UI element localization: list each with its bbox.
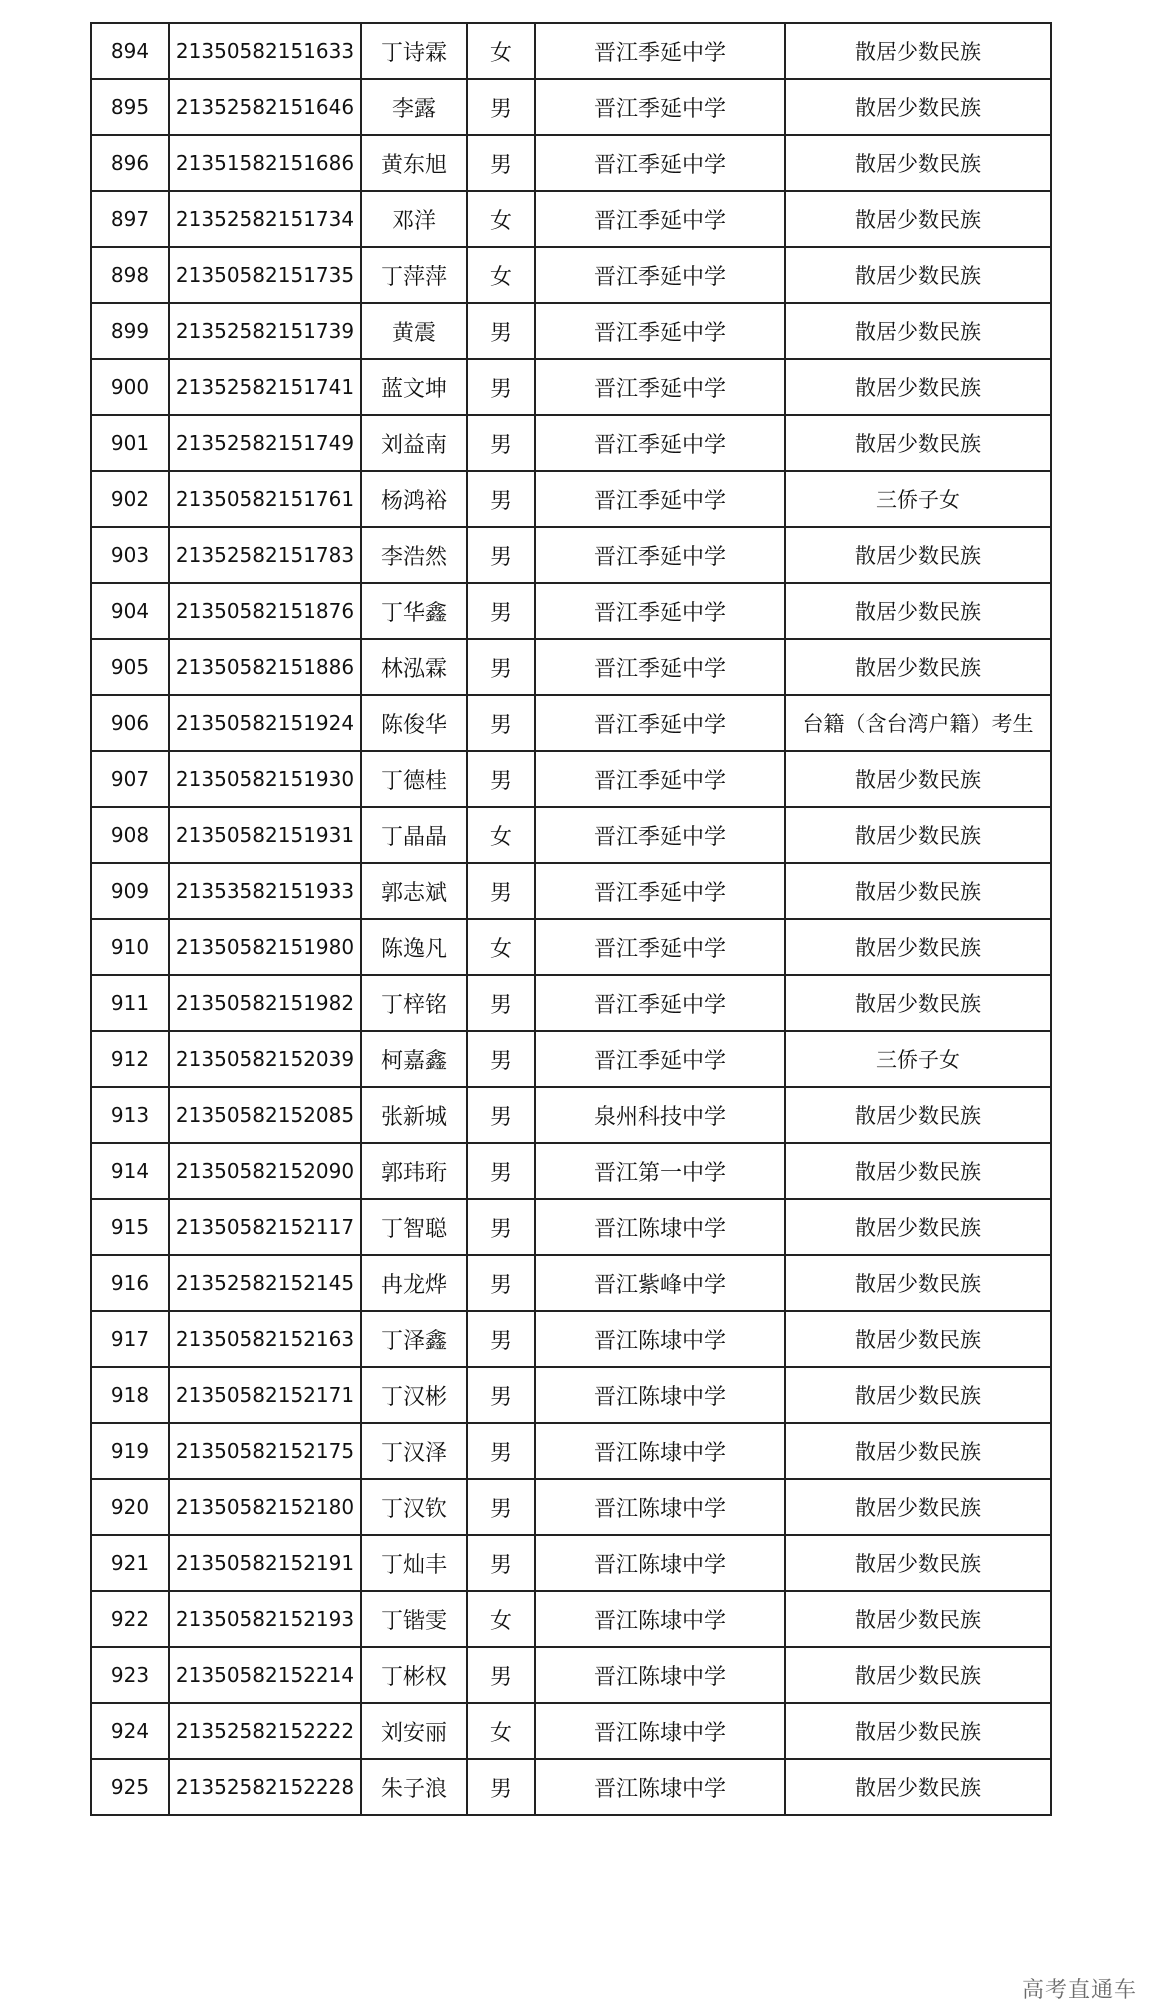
gender-cell: 男 (467, 1479, 535, 1535)
student-name-cell: 刘安丽 (361, 1703, 467, 1759)
gender-cell: 女 (467, 1703, 535, 1759)
table-row (91, 527, 1051, 583)
school-cell: 晋江季延中学 (535, 247, 785, 303)
bonus-category-cell: 台籍（含台湾户籍）考生 (785, 695, 1051, 751)
table-row (91, 415, 1051, 471)
student-name-cell: 冉龙烨 (361, 1255, 467, 1311)
row-number-cell: 895 (91, 79, 169, 135)
student-name-cell: 郭玮珩 (361, 1143, 467, 1199)
bonus-category-cell: 散居少数民族 (785, 1423, 1051, 1479)
exam-id-cell: 21350582151924 (169, 695, 361, 751)
exam-id-cell: 21352582152222 (169, 1703, 361, 1759)
row-number-cell: 916 (91, 1255, 169, 1311)
school-cell: 晋江陈埭中学 (535, 1423, 785, 1479)
exam-id-cell: 21350582152171 (169, 1367, 361, 1423)
bonus-category-cell: 散居少数民族 (785, 79, 1051, 135)
roster-table (90, 22, 1052, 1816)
bonus-category-cell: 散居少数民族 (785, 807, 1051, 863)
student-name-cell: 李浩然 (361, 527, 467, 583)
school-cell: 晋江季延中学 (535, 303, 785, 359)
bonus-category-cell: 散居少数民族 (785, 1199, 1051, 1255)
row-number-cell: 914 (91, 1143, 169, 1199)
exam-id-cell: 21350582151930 (169, 751, 361, 807)
school-cell: 晋江季延中学 (535, 359, 785, 415)
row-number-cell: 905 (91, 639, 169, 695)
table-row (91, 1479, 1051, 1535)
table-row (91, 695, 1051, 751)
bonus-category-cell: 三侨子女 (785, 471, 1051, 527)
student-name-cell: 丁彬权 (361, 1647, 467, 1703)
exam-id-cell: 21350582151982 (169, 975, 361, 1031)
exam-id-cell: 21350582151931 (169, 807, 361, 863)
school-cell: 晋江陈埭中学 (535, 1199, 785, 1255)
gender-cell: 女 (467, 1591, 535, 1647)
exam-id-cell: 21350582151980 (169, 919, 361, 975)
exam-id-cell: 21350582151761 (169, 471, 361, 527)
row-number-cell: 924 (91, 1703, 169, 1759)
bonus-category-cell: 散居少数民族 (785, 1367, 1051, 1423)
bonus-category-cell: 散居少数民族 (785, 863, 1051, 919)
row-number-cell: 911 (91, 975, 169, 1031)
row-number-cell: 909 (91, 863, 169, 919)
row-number-cell: 907 (91, 751, 169, 807)
school-cell: 晋江季延中学 (535, 415, 785, 471)
exam-id-cell: 21350582152193 (169, 1591, 361, 1647)
row-number-cell: 902 (91, 471, 169, 527)
table-row (91, 23, 1051, 79)
roster-body (91, 23, 1051, 1815)
bonus-category-cell: 三侨子女 (785, 1031, 1051, 1087)
table-row (91, 919, 1051, 975)
student-name-cell: 刘益南 (361, 415, 467, 471)
table-row (91, 247, 1051, 303)
row-number-cell: 900 (91, 359, 169, 415)
gender-cell: 男 (467, 583, 535, 639)
school-cell: 晋江季延中学 (535, 23, 785, 79)
exam-id-cell: 21351582151686 (169, 135, 361, 191)
row-number-cell: 920 (91, 1479, 169, 1535)
gender-cell: 男 (467, 1423, 535, 1479)
school-cell: 晋江季延中学 (535, 583, 785, 639)
bonus-category-cell: 散居少数民族 (785, 1311, 1051, 1367)
student-name-cell: 李露 (361, 79, 467, 135)
table-row (91, 1367, 1051, 1423)
exam-id-cell: 21350582151886 (169, 639, 361, 695)
bonus-category-cell: 散居少数民族 (785, 975, 1051, 1031)
school-cell: 晋江季延中学 (535, 975, 785, 1031)
bonus-category-cell: 散居少数民族 (785, 1087, 1051, 1143)
school-cell: 晋江陈埭中学 (535, 1703, 785, 1759)
gender-cell: 男 (467, 79, 535, 135)
table-row (91, 1535, 1051, 1591)
row-number-cell: 917 (91, 1311, 169, 1367)
school-cell: 晋江季延中学 (535, 695, 785, 751)
student-name-cell: 丁泽鑫 (361, 1311, 467, 1367)
bonus-category-cell: 散居少数民族 (785, 1591, 1051, 1647)
table-row (91, 583, 1051, 639)
row-number-cell: 897 (91, 191, 169, 247)
exam-id-cell: 21350582151633 (169, 23, 361, 79)
bonus-category-cell: 散居少数民族 (785, 247, 1051, 303)
exam-id-cell: 21350582151876 (169, 583, 361, 639)
gender-cell: 男 (467, 863, 535, 919)
school-cell: 晋江陈埭中学 (535, 1479, 785, 1535)
watermark-text: 高考直通车 (1021, 1978, 1137, 2003)
school-cell: 晋江第一中学 (535, 1143, 785, 1199)
bonus-category-cell: 散居少数民族 (785, 1647, 1051, 1703)
exam-id-cell: 21350582152090 (169, 1143, 361, 1199)
exam-id-cell: 21350582152180 (169, 1479, 361, 1535)
exam-id-cell: 21350582152214 (169, 1647, 361, 1703)
school-cell: 晋江季延中学 (535, 527, 785, 583)
gender-cell: 男 (467, 359, 535, 415)
bonus-category-cell: 散居少数民族 (785, 303, 1051, 359)
bonus-category-cell: 散居少数民族 (785, 1703, 1051, 1759)
bonus-category-cell: 散居少数民族 (785, 415, 1051, 471)
table-row (91, 303, 1051, 359)
bonus-category-cell: 散居少数民族 (785, 1143, 1051, 1199)
gender-cell: 女 (467, 919, 535, 975)
gender-cell: 男 (467, 471, 535, 527)
gender-cell: 男 (467, 1647, 535, 1703)
gender-cell: 男 (467, 1087, 535, 1143)
table-row (91, 1423, 1051, 1479)
student-name-cell: 朱子浪 (361, 1759, 467, 1815)
school-cell: 晋江季延中学 (535, 639, 785, 695)
table-row (91, 79, 1051, 135)
school-cell: 晋江陈埭中学 (535, 1311, 785, 1367)
exam-id-cell: 21352582152228 (169, 1759, 361, 1815)
table-row (91, 1031, 1051, 1087)
gender-cell: 男 (467, 695, 535, 751)
table-row (91, 1759, 1051, 1815)
gender-cell: 男 (467, 1311, 535, 1367)
table-row (91, 807, 1051, 863)
school-cell: 晋江季延中学 (535, 471, 785, 527)
table-row (91, 1703, 1051, 1759)
row-number-cell: 925 (91, 1759, 169, 1815)
exam-id-cell: 21350582152191 (169, 1535, 361, 1591)
row-number-cell: 898 (91, 247, 169, 303)
roster-sheet (90, 22, 1050, 1816)
table-row (91, 1087, 1051, 1143)
row-number-cell: 908 (91, 807, 169, 863)
student-name-cell: 丁诗霖 (361, 23, 467, 79)
school-cell: 晋江季延中学 (535, 751, 785, 807)
school-cell: 晋江季延中学 (535, 1031, 785, 1087)
student-name-cell: 林泓霖 (361, 639, 467, 695)
school-cell: 晋江陈埭中学 (535, 1535, 785, 1591)
bonus-category-cell: 散居少数民族 (785, 583, 1051, 639)
student-name-cell: 丁汉彬 (361, 1367, 467, 1423)
exam-id-cell: 21350582152175 (169, 1423, 361, 1479)
row-number-cell: 899 (91, 303, 169, 359)
student-name-cell: 陈逸凡 (361, 919, 467, 975)
gender-cell: 男 (467, 1199, 535, 1255)
gender-cell: 男 (467, 975, 535, 1031)
row-number-cell: 921 (91, 1535, 169, 1591)
school-cell: 晋江季延中学 (535, 919, 785, 975)
bonus-category-cell: 散居少数民族 (785, 919, 1051, 975)
gender-cell: 男 (467, 1535, 535, 1591)
school-cell: 晋江紫峰中学 (535, 1255, 785, 1311)
gender-cell: 女 (467, 247, 535, 303)
exam-id-cell: 21352582151646 (169, 79, 361, 135)
gender-cell: 男 (467, 1759, 535, 1815)
gender-cell: 男 (467, 135, 535, 191)
student-name-cell: 郭志斌 (361, 863, 467, 919)
bonus-category-cell: 散居少数民族 (785, 751, 1051, 807)
table-row (91, 863, 1051, 919)
student-name-cell: 丁锴雯 (361, 1591, 467, 1647)
table-row (91, 135, 1051, 191)
exam-id-cell: 21352582151739 (169, 303, 361, 359)
bonus-category-cell: 散居少数民族 (785, 191, 1051, 247)
gender-cell: 男 (467, 639, 535, 695)
table-row (91, 975, 1051, 1031)
row-number-cell: 912 (91, 1031, 169, 1087)
gender-cell: 男 (467, 751, 535, 807)
school-cell: 晋江季延中学 (535, 191, 785, 247)
row-number-cell: 903 (91, 527, 169, 583)
table-row (91, 639, 1051, 695)
table-row (91, 191, 1051, 247)
student-name-cell: 黄震 (361, 303, 467, 359)
student-name-cell: 丁汉泽 (361, 1423, 467, 1479)
bonus-category-cell: 散居少数民族 (785, 1535, 1051, 1591)
row-number-cell: 919 (91, 1423, 169, 1479)
exam-id-cell: 21350582152163 (169, 1311, 361, 1367)
table-row (91, 1143, 1051, 1199)
table-row (91, 1255, 1051, 1311)
table-row (91, 471, 1051, 527)
table-row (91, 359, 1051, 415)
bonus-category-cell: 散居少数民族 (785, 1479, 1051, 1535)
row-number-cell: 906 (91, 695, 169, 751)
bonus-category-cell: 散居少数民族 (785, 639, 1051, 695)
school-cell: 晋江季延中学 (535, 807, 785, 863)
table-row (91, 1311, 1051, 1367)
school-cell: 晋江陈埭中学 (535, 1759, 785, 1815)
exam-id-cell: 21352582151783 (169, 527, 361, 583)
bonus-category-cell: 散居少数民族 (785, 23, 1051, 79)
row-number-cell: 923 (91, 1647, 169, 1703)
row-number-cell: 901 (91, 415, 169, 471)
student-name-cell: 陈俊华 (361, 695, 467, 751)
student-name-cell: 柯嘉鑫 (361, 1031, 467, 1087)
row-number-cell: 915 (91, 1199, 169, 1255)
exam-id-cell: 21352582152145 (169, 1255, 361, 1311)
student-name-cell: 蓝文坤 (361, 359, 467, 415)
bonus-category-cell: 散居少数民族 (785, 359, 1051, 415)
bonus-category-cell: 散居少数民族 (785, 135, 1051, 191)
school-cell: 泉州科技中学 (535, 1087, 785, 1143)
school-cell: 晋江陈埭中学 (535, 1591, 785, 1647)
school-cell: 晋江季延中学 (535, 79, 785, 135)
exam-id-cell: 21350582151735 (169, 247, 361, 303)
row-number-cell: 904 (91, 583, 169, 639)
student-name-cell: 丁灿丰 (361, 1535, 467, 1591)
row-number-cell: 913 (91, 1087, 169, 1143)
row-number-cell: 894 (91, 23, 169, 79)
gender-cell: 男 (467, 303, 535, 359)
row-number-cell: 910 (91, 919, 169, 975)
student-name-cell: 丁萍萍 (361, 247, 467, 303)
row-number-cell: 896 (91, 135, 169, 191)
exam-id-cell: 21352582151734 (169, 191, 361, 247)
student-name-cell: 邓洋 (361, 191, 467, 247)
student-name-cell: 丁华鑫 (361, 583, 467, 639)
student-name-cell: 杨鸿裕 (361, 471, 467, 527)
gender-cell: 男 (467, 1143, 535, 1199)
table-row (91, 1591, 1051, 1647)
exam-id-cell: 21353582151933 (169, 863, 361, 919)
table-row (91, 1647, 1051, 1703)
row-number-cell: 922 (91, 1591, 169, 1647)
exam-id-cell: 21352582151749 (169, 415, 361, 471)
school-cell: 晋江季延中学 (535, 863, 785, 919)
gender-cell: 男 (467, 1031, 535, 1087)
school-cell: 晋江陈埭中学 (535, 1367, 785, 1423)
student-name-cell: 丁梓铭 (361, 975, 467, 1031)
school-cell: 晋江季延中学 (535, 135, 785, 191)
table-row (91, 1199, 1051, 1255)
student-name-cell: 丁德桂 (361, 751, 467, 807)
student-name-cell: 张新城 (361, 1087, 467, 1143)
table-row (91, 751, 1051, 807)
student-name-cell: 丁晶晶 (361, 807, 467, 863)
student-name-cell: 黄东旭 (361, 135, 467, 191)
gender-cell: 女 (467, 23, 535, 79)
student-name-cell: 丁汉钦 (361, 1479, 467, 1535)
gender-cell: 男 (467, 415, 535, 471)
exam-id-cell: 21350582152039 (169, 1031, 361, 1087)
gender-cell: 女 (467, 191, 535, 247)
student-name-cell: 丁智聪 (361, 1199, 467, 1255)
bonus-category-cell: 散居少数民族 (785, 1255, 1051, 1311)
gender-cell: 女 (467, 807, 535, 863)
exam-id-cell: 21352582151741 (169, 359, 361, 415)
bonus-category-cell: 散居少数民族 (785, 527, 1051, 583)
bonus-category-cell: 散居少数民族 (785, 1759, 1051, 1815)
exam-id-cell: 21350582152117 (169, 1199, 361, 1255)
school-cell: 晋江陈埭中学 (535, 1647, 785, 1703)
gender-cell: 男 (467, 527, 535, 583)
gender-cell: 男 (467, 1367, 535, 1423)
row-number-cell: 918 (91, 1367, 169, 1423)
exam-id-cell: 21350582152085 (169, 1087, 361, 1143)
gender-cell: 男 (467, 1255, 535, 1311)
